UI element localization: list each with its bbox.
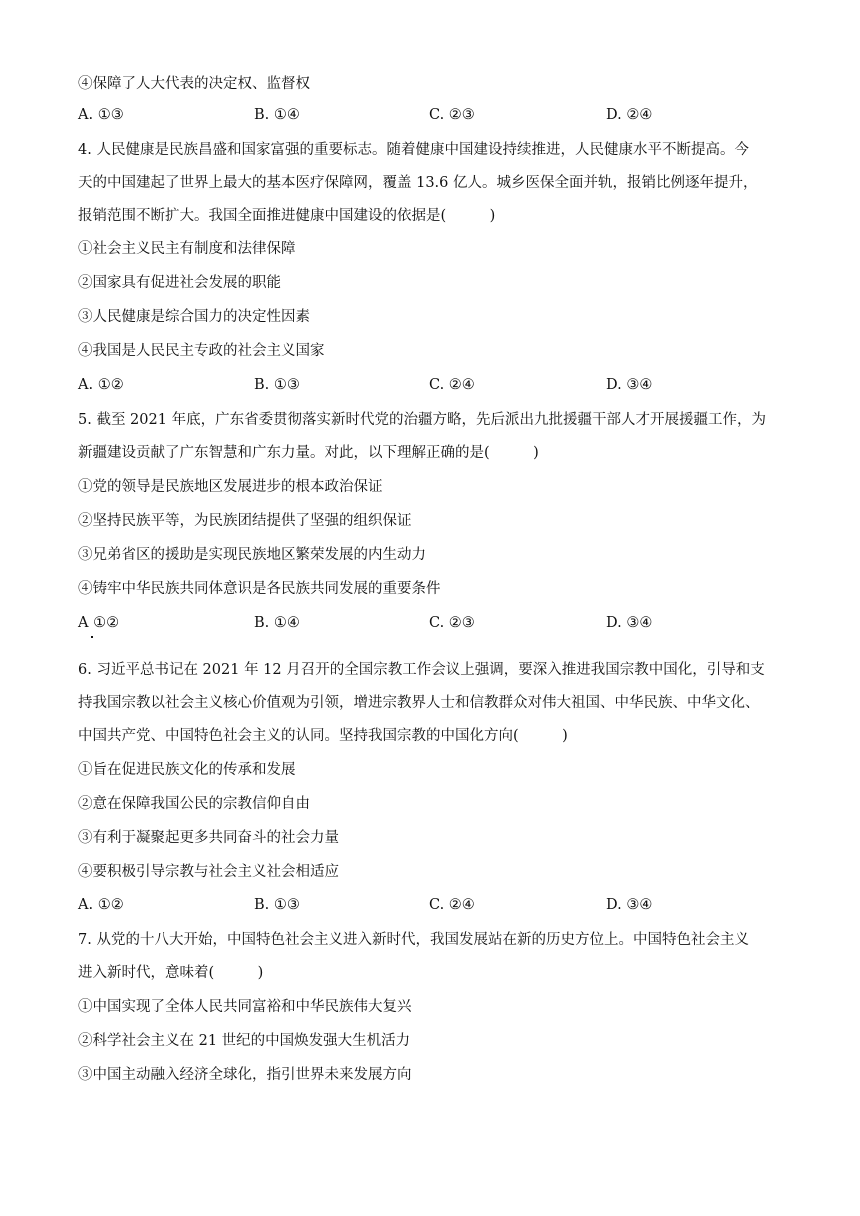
q3-choices: [78, 107, 790, 129]
q6-option-1: ①旨在促进民族文化的传承和发展: [78, 762, 296, 778]
q6-stem-line-1: 6. 习近平总书记在 2021 年 12 月召开的全国宗教工作会议上强调，要深入推进我国宗教中国化，引导和支: [78, 662, 765, 678]
q4-choice-d: D. ③④: [606, 377, 653, 393]
q3-choice-a: A. ①③: [78, 107, 124, 123]
q6-choice-a: A. ①②: [78, 897, 124, 913]
q6-option-2: ②意在保障我国公民的宗教信仰自由: [78, 796, 310, 812]
q7-option-3: ③中国主动融入经济全球化，指引世界未来发展方向: [78, 1067, 412, 1083]
q4-option-2: ②国家具有促进社会发展的职能: [78, 275, 281, 291]
q6-stem-line-2: 持我国宗教以社会主义核心价值观为引领，增进宗教界人士和信教群众对伟大祖国、中华民族、中华文化、: [78, 695, 760, 711]
q4-choice-a: A. ①②: [78, 377, 124, 393]
q5-option-4: ④铸牢中华民族共同体意识是各民族共同发展的重要条件: [78, 581, 441, 597]
q4-choices: [78, 377, 790, 399]
q4-option-3: ③人民健康是综合国力的决定性因素: [78, 309, 310, 325]
q5-option-3: ③兄弟省区的援助是实现民族地区繁荣发展的内生动力: [78, 547, 426, 563]
q3-choice-b: B. ①④: [254, 107, 300, 123]
q4-stem-line-3: 报销范围不断扩大。我国全面推进健康中国建设的依据是( ): [78, 208, 496, 224]
q4-option-1: ①社会主义民主有制度和法律保障: [78, 241, 296, 257]
q4-stem-line-2: 天的中国建起了世界上最大的基本医疗保障网，覆盖 13.6 亿人。城乡医保全面并轨，报销比例逐年提升，: [78, 175, 758, 191]
q6-choices: [78, 897, 790, 919]
q6-stem-line-3: 中国共产党、中国特色社会主义的认同。坚持我国宗教的中国化方向( ): [78, 728, 568, 744]
q4-option-4: ④我国是人民民主专政的社会主义国家: [78, 343, 325, 359]
q5-stem-line-2: 新疆建设贡献了广东智慧和广东力量。对此，以下理解正确的是( ): [78, 445, 539, 461]
q5-choice-c: C. ②③: [429, 615, 475, 631]
q3-option-4: ④保障了人大代表的决定权、监督权: [78, 76, 310, 92]
q6-option-4: ④要积极引导宗教与社会主义社会相适应: [78, 864, 339, 880]
q7-stem-line-2: 进入新时代，意味着( ): [78, 965, 264, 981]
q3-choice-c: C. ②③: [429, 107, 475, 123]
q5-stem-line-1: 5. 截至 2021 年底，广东省委贯彻落实新时代党的治疆方略，先后派出九批援疆干部人才开展援疆工作，为: [78, 412, 767, 428]
q5-choice-d: D. ③④: [606, 615, 653, 631]
q7-option-2: ②科学社会主义在 21 世纪的中国焕发强大生机活力: [78, 1033, 411, 1049]
q6-choice-c: C. ②④: [429, 897, 475, 913]
q7-option-1: ①中国实现了全体人民共同富裕和中华民族伟大复兴: [78, 999, 412, 1015]
q5-option-1: ①党的领导是民族地区发展进步的根本政治保证: [78, 479, 383, 495]
q5-choice-b: B. ①④: [254, 615, 300, 631]
q7-stem-line-1: 7. 从党的十八大开始，中国特色社会主义进入新时代，我国发展站在新的历史方位上。中国特色社会主义: [78, 932, 749, 948]
q4-stem-line-1: 4. 人民健康是民族昌盛和国家富强的重要标志。随着健康中国建设持续推进，人民健康水平不断提高。今: [78, 142, 749, 158]
q5-choices: [78, 615, 790, 637]
q6-option-3: ③有利于凝聚起更多共同奋斗的社会力量: [78, 830, 339, 846]
q5-choice-a: A ①②: [78, 615, 120, 631]
q4-choice-c: C. ②④: [429, 377, 475, 393]
q4-choice-b: B. ①③: [254, 377, 300, 393]
q5-option-2: ②坚持民族平等，为民族团结提供了坚强的组织保证: [78, 513, 412, 529]
stray-dot-mark: [91, 636, 93, 638]
q3-choice-d: D. ②④: [606, 107, 653, 123]
q6-choice-b: B. ①③: [254, 897, 300, 913]
q6-choice-d: D. ③④: [606, 897, 653, 913]
